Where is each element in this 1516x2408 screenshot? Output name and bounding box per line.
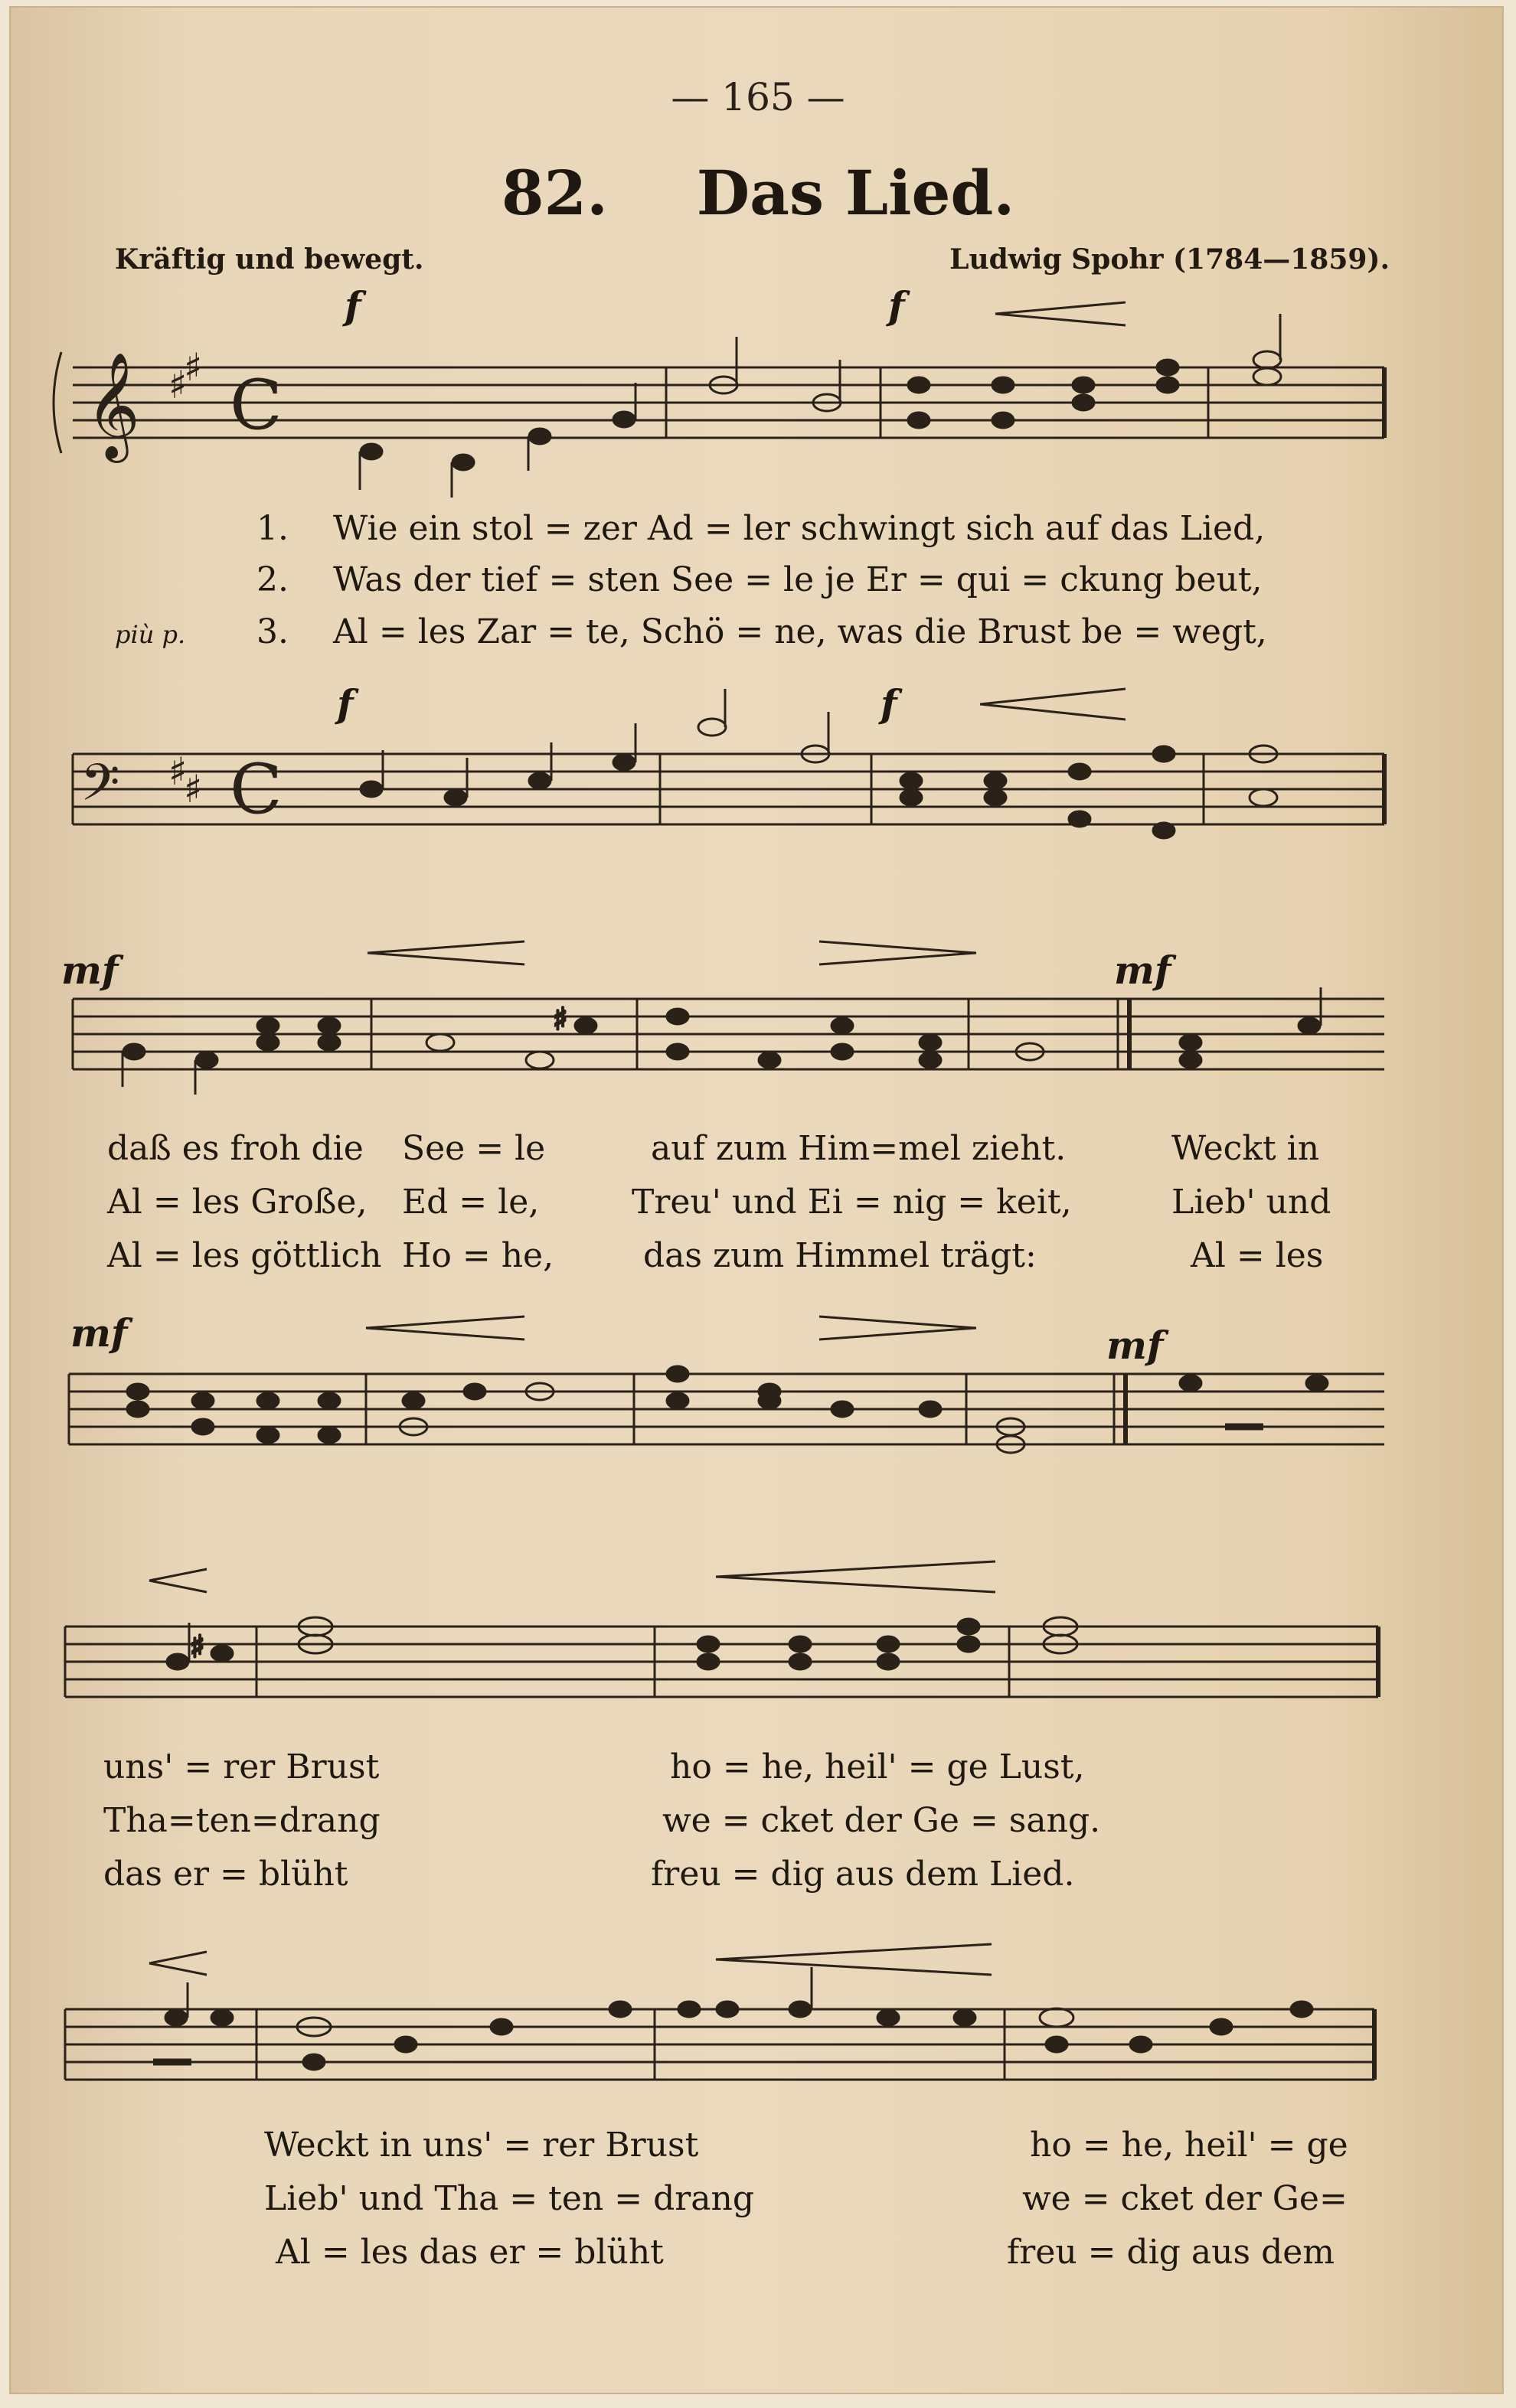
lyric-fragment: das er = blüht	[103, 1855, 348, 1894]
dynamic-piu-piano: più p.	[115, 620, 186, 649]
verse-number-2: 2.	[256, 560, 289, 599]
svg-text:♯: ♯	[184, 345, 203, 390]
lyric-fragment: freu = dig aus dem	[1007, 2233, 1335, 2272]
dynamic-mezzoforte-3: mf	[70, 1310, 128, 1356]
lyric-fragment: ho = he, heil' = ge Lust,	[670, 1747, 1085, 1786]
lyric-fragment: See = le	[402, 1129, 546, 1168]
dynamic-mezzoforte-4: mf	[1106, 1323, 1164, 1368]
page-number: — 165 —	[671, 75, 845, 119]
lyric-fragment: Al = les göttlich	[107, 1236, 382, 1275]
dynamic-forte-4: f	[881, 681, 897, 726]
dynamic-mezzoforte-2: mf	[1114, 948, 1171, 993]
lyric-fragment: Lieb' und Tha = ten = drang	[264, 2179, 754, 2218]
verse-number-3: 3.	[256, 612, 289, 651]
dynamic-forte-2: f	[888, 283, 905, 328]
lyric-fragment: Al = les Große,	[107, 1183, 368, 1222]
lyric-fragment: Al = les das er = blüht	[276, 2233, 664, 2272]
lyric-line: Al = les Zar = te, Schö = ne, was die Brust be = wegt,	[333, 612, 1267, 651]
lyric-fragment: daß es froh die	[107, 1129, 364, 1168]
lyric-fragment: freu = dig aus dem Lied.	[651, 1855, 1075, 1894]
svg-text:𝄞: 𝄞	[86, 352, 140, 458]
svg-text:♯: ♯	[184, 767, 203, 811]
lyric-fragment: uns' = rer Brust	[103, 1747, 380, 1786]
lyric-line: Wie ein stol = zer Ad = ler schwingt sich auf das Lied,	[333, 509, 1266, 548]
tempo-marking: Kräftig und bewegt.	[115, 243, 424, 276]
lyric-fragment: das zum Himmel trägt:	[643, 1236, 1037, 1275]
lyric-fragment: Treu' und Ei = nig = keit,	[632, 1183, 1072, 1222]
svg-text:♯: ♯	[190, 1630, 205, 1665]
song-number: 82.	[501, 157, 609, 229]
lyric-fragment: we = cket der Ge = sang.	[662, 1801, 1101, 1840]
dynamic-mezzoforte-1: mf	[61, 948, 119, 993]
lyric-fragment: Lieb' und	[1171, 1183, 1331, 1222]
verse-number-1: 1.	[256, 509, 289, 548]
dynamic-forte-3: f	[337, 681, 354, 726]
lyric-fragment: Tha=ten=drang	[103, 1801, 381, 1840]
song-title	[0, 157, 1516, 229]
svg-text:♯: ♯	[168, 363, 188, 407]
lyric-fragment: Weckt in	[1171, 1129, 1320, 1168]
lyric-line: Was der tief = sten See = le je Er = qui = ckung beut,	[333, 560, 1263, 599]
lyric-fragment: Al = les	[1191, 1236, 1324, 1275]
lyric-fragment: auf zum Him=mel zieht.	[651, 1129, 1067, 1168]
song-name: Das Lied.	[696, 157, 1015, 229]
lyric-fragment: Ho = he,	[402, 1236, 554, 1275]
svg-text:𝄢: 𝄢	[80, 753, 120, 824]
lyric-fragment: ho = he, heil' = ge	[1030, 2126, 1348, 2165]
svg-text:C: C	[230, 749, 283, 830]
composer-credit: Ludwig Spohr (1784—1859).	[949, 243, 1390, 276]
lyric-fragment: we = cket der Ge=	[1022, 2179, 1348, 2218]
svg-text:♯: ♯	[553, 1002, 568, 1037]
svg-text:♯: ♯	[168, 749, 188, 794]
dynamic-forte-1: f	[345, 283, 361, 328]
lyric-fragment: Weckt in uns' = rer Brust	[264, 2126, 699, 2165]
lyric-fragment: Ed = le,	[402, 1183, 540, 1222]
svg-text:C: C	[230, 365, 283, 445]
